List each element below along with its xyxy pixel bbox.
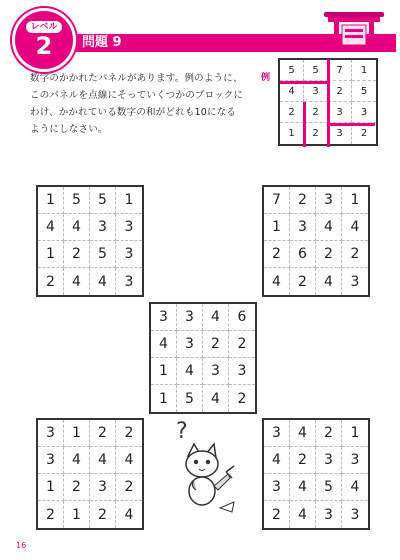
puzzle-cell: 3 [38, 420, 64, 447]
puzzle-cell: 5 [64, 187, 90, 214]
puzzle-cell: 4 [342, 214, 368, 241]
puzzle-cell: 4 [203, 304, 229, 331]
example-cell: 2 [328, 81, 352, 102]
puzzle-cell: 2 [290, 268, 316, 295]
puzzle-cell: 4 [64, 268, 90, 295]
example-cell: 7 [328, 60, 352, 81]
example-cell: 5 [352, 81, 376, 102]
puzzle-cell: 1 [64, 501, 90, 528]
example-cell: 1 [280, 123, 304, 144]
example-cell: 2 [304, 123, 328, 144]
puzzle-cell: 4 [124, 506, 134, 523]
puzzle-cell: 3 [124, 273, 134, 290]
example-cell: 2 [360, 128, 368, 139]
example-cell: 2 [280, 102, 304, 123]
svg-text:?: ? [176, 419, 188, 444]
example-label: 例 [261, 73, 271, 83]
puzzle-cell: 5 [316, 474, 342, 501]
puzzle-cell: 3 [229, 358, 255, 385]
puzzle-cell: 3 [264, 420, 290, 447]
puzzle-cell: 7 [264, 187, 290, 214]
example-block-border [280, 81, 328, 84]
puzzle-cell: 1 [38, 241, 64, 268]
puzzle-cell: 6 [229, 304, 255, 331]
puzzle-cell: 5 [177, 385, 203, 412]
puzzle-cell: 1 [264, 214, 290, 241]
puzzle-cell: 3 [350, 506, 360, 523]
puzzle-cell: 1 [38, 474, 64, 501]
example-block-border [303, 102, 306, 147]
puzzle-cell: 2 [38, 501, 64, 528]
puzzle-cell: 4 [151, 331, 177, 358]
puzzle-cell: 2 [116, 474, 142, 501]
puzzle-cell: 4 [316, 268, 342, 295]
puzzle-cell: 5 [90, 187, 116, 214]
level-badge [12, 8, 76, 72]
puzzle-cell: 2 [290, 187, 316, 214]
level-number: 2 [35, 32, 53, 60]
puzzle-cell: 1 [64, 420, 90, 447]
puzzle-cell: 4 [90, 447, 116, 474]
puzzle-cell: 3 [116, 241, 142, 268]
page-number: 16 [16, 541, 27, 550]
puzzle-cell: 2 [264, 241, 290, 268]
puzzle-cell: 3 [316, 447, 342, 474]
puzzle-cell: 1 [151, 385, 177, 412]
example-cell: 5 [280, 60, 304, 81]
puzzle-cell: 4 [290, 501, 316, 528]
puzzle-cell: 3 [316, 501, 342, 528]
puzzle-cell: 2 [264, 501, 290, 528]
puzzle-cell: 4 [38, 214, 64, 241]
example-cell: 3 [304, 81, 328, 102]
cat-illustration-icon [168, 416, 240, 516]
puzzle-cell: 3 [290, 214, 316, 241]
puzzle-cell: 4 [64, 214, 90, 241]
puzzle-cell: 3 [151, 304, 177, 331]
puzzle-cell: 3 [203, 358, 229, 385]
puzzle-cell: 1 [151, 358, 177, 385]
puzzle-cell: 2 [316, 241, 342, 268]
puzzle-cell: 2 [64, 474, 90, 501]
puzzle-cell: 3 [177, 304, 203, 331]
puzzle-cell: 6 [290, 241, 316, 268]
puzzle-cell: 4 [116, 447, 142, 474]
shrine-gate-icon [324, 10, 384, 50]
example-cell: 4 [280, 81, 304, 102]
puzzle-cell: 3 [38, 447, 64, 474]
example-cell: 3 [328, 102, 352, 123]
puzzle-cell: 2 [229, 331, 255, 358]
puzzle-cell: 2 [290, 447, 316, 474]
puzzle-cell: 2 [38, 268, 64, 295]
puzzle-cell: 2 [237, 390, 247, 407]
puzzle-cell: 3 [342, 447, 368, 474]
puzzle-cell: 1 [342, 420, 368, 447]
puzzle-cell: 1 [38, 187, 64, 214]
puzzle-cell: 2 [316, 420, 342, 447]
puzzle-cell: 2 [342, 241, 368, 268]
example-cell: 2 [304, 102, 328, 123]
puzzle-cell: 4 [316, 214, 342, 241]
puzzle-cell: 2 [90, 501, 116, 528]
example-cell: 3 [328, 123, 352, 144]
puzzle-cell: 4 [342, 474, 368, 501]
puzzle-cell: 2 [90, 420, 116, 447]
puzzle-cell: 4 [264, 268, 290, 295]
puzzle-grid-3[interactable] [149, 302, 257, 414]
example-block-border [327, 59, 330, 147]
puzzle-cell: 4 [64, 447, 90, 474]
puzzle-cell: 2 [203, 331, 229, 358]
level-label: レベル [26, 21, 61, 33]
puzzle-cell: 4 [264, 447, 290, 474]
problem-title: 問題 9 [82, 35, 122, 50]
example-cell: 1 [352, 60, 376, 81]
puzzle-grid-1[interactable] [36, 185, 144, 297]
puzzle-grid-2[interactable] [262, 185, 370, 297]
puzzle-cell: 1 [342, 187, 368, 214]
puzzle-cell: 2 [116, 420, 142, 447]
example-block-border [327, 123, 375, 126]
puzzle-cell: 3 [350, 273, 360, 290]
example-cell: 5 [304, 60, 328, 81]
puzzle-cell: 1 [116, 187, 142, 214]
puzzle-cell: 3 [116, 214, 142, 241]
puzzle-grid-4[interactable] [36, 418, 144, 530]
puzzle-cell: 3 [264, 474, 290, 501]
puzzle-cell: 4 [177, 358, 203, 385]
puzzle-grid-5[interactable] [262, 418, 370, 530]
puzzle-cell: 3 [316, 187, 342, 214]
example-cell: 3 [352, 102, 376, 123]
puzzle-cell: 4 [90, 268, 116, 295]
instructions-text: 数字のかかれたパネルがあります。例のように、このパネルを点線にそっていくつかのブロックにわけ、かかれている数字の和がどれも10になるようにしなさい。 [30, 73, 244, 135]
puzzle-cell: 4 [290, 420, 316, 447]
puzzle-cell: 4 [290, 474, 316, 501]
puzzle-cell: 2 [64, 241, 90, 268]
puzzle-cell: 4 [203, 385, 229, 412]
puzzle-cell: 3 [177, 331, 203, 358]
puzzle-cell: 5 [90, 241, 116, 268]
puzzle-cell: 3 [90, 474, 116, 501]
puzzle-cell: 3 [90, 214, 116, 241]
